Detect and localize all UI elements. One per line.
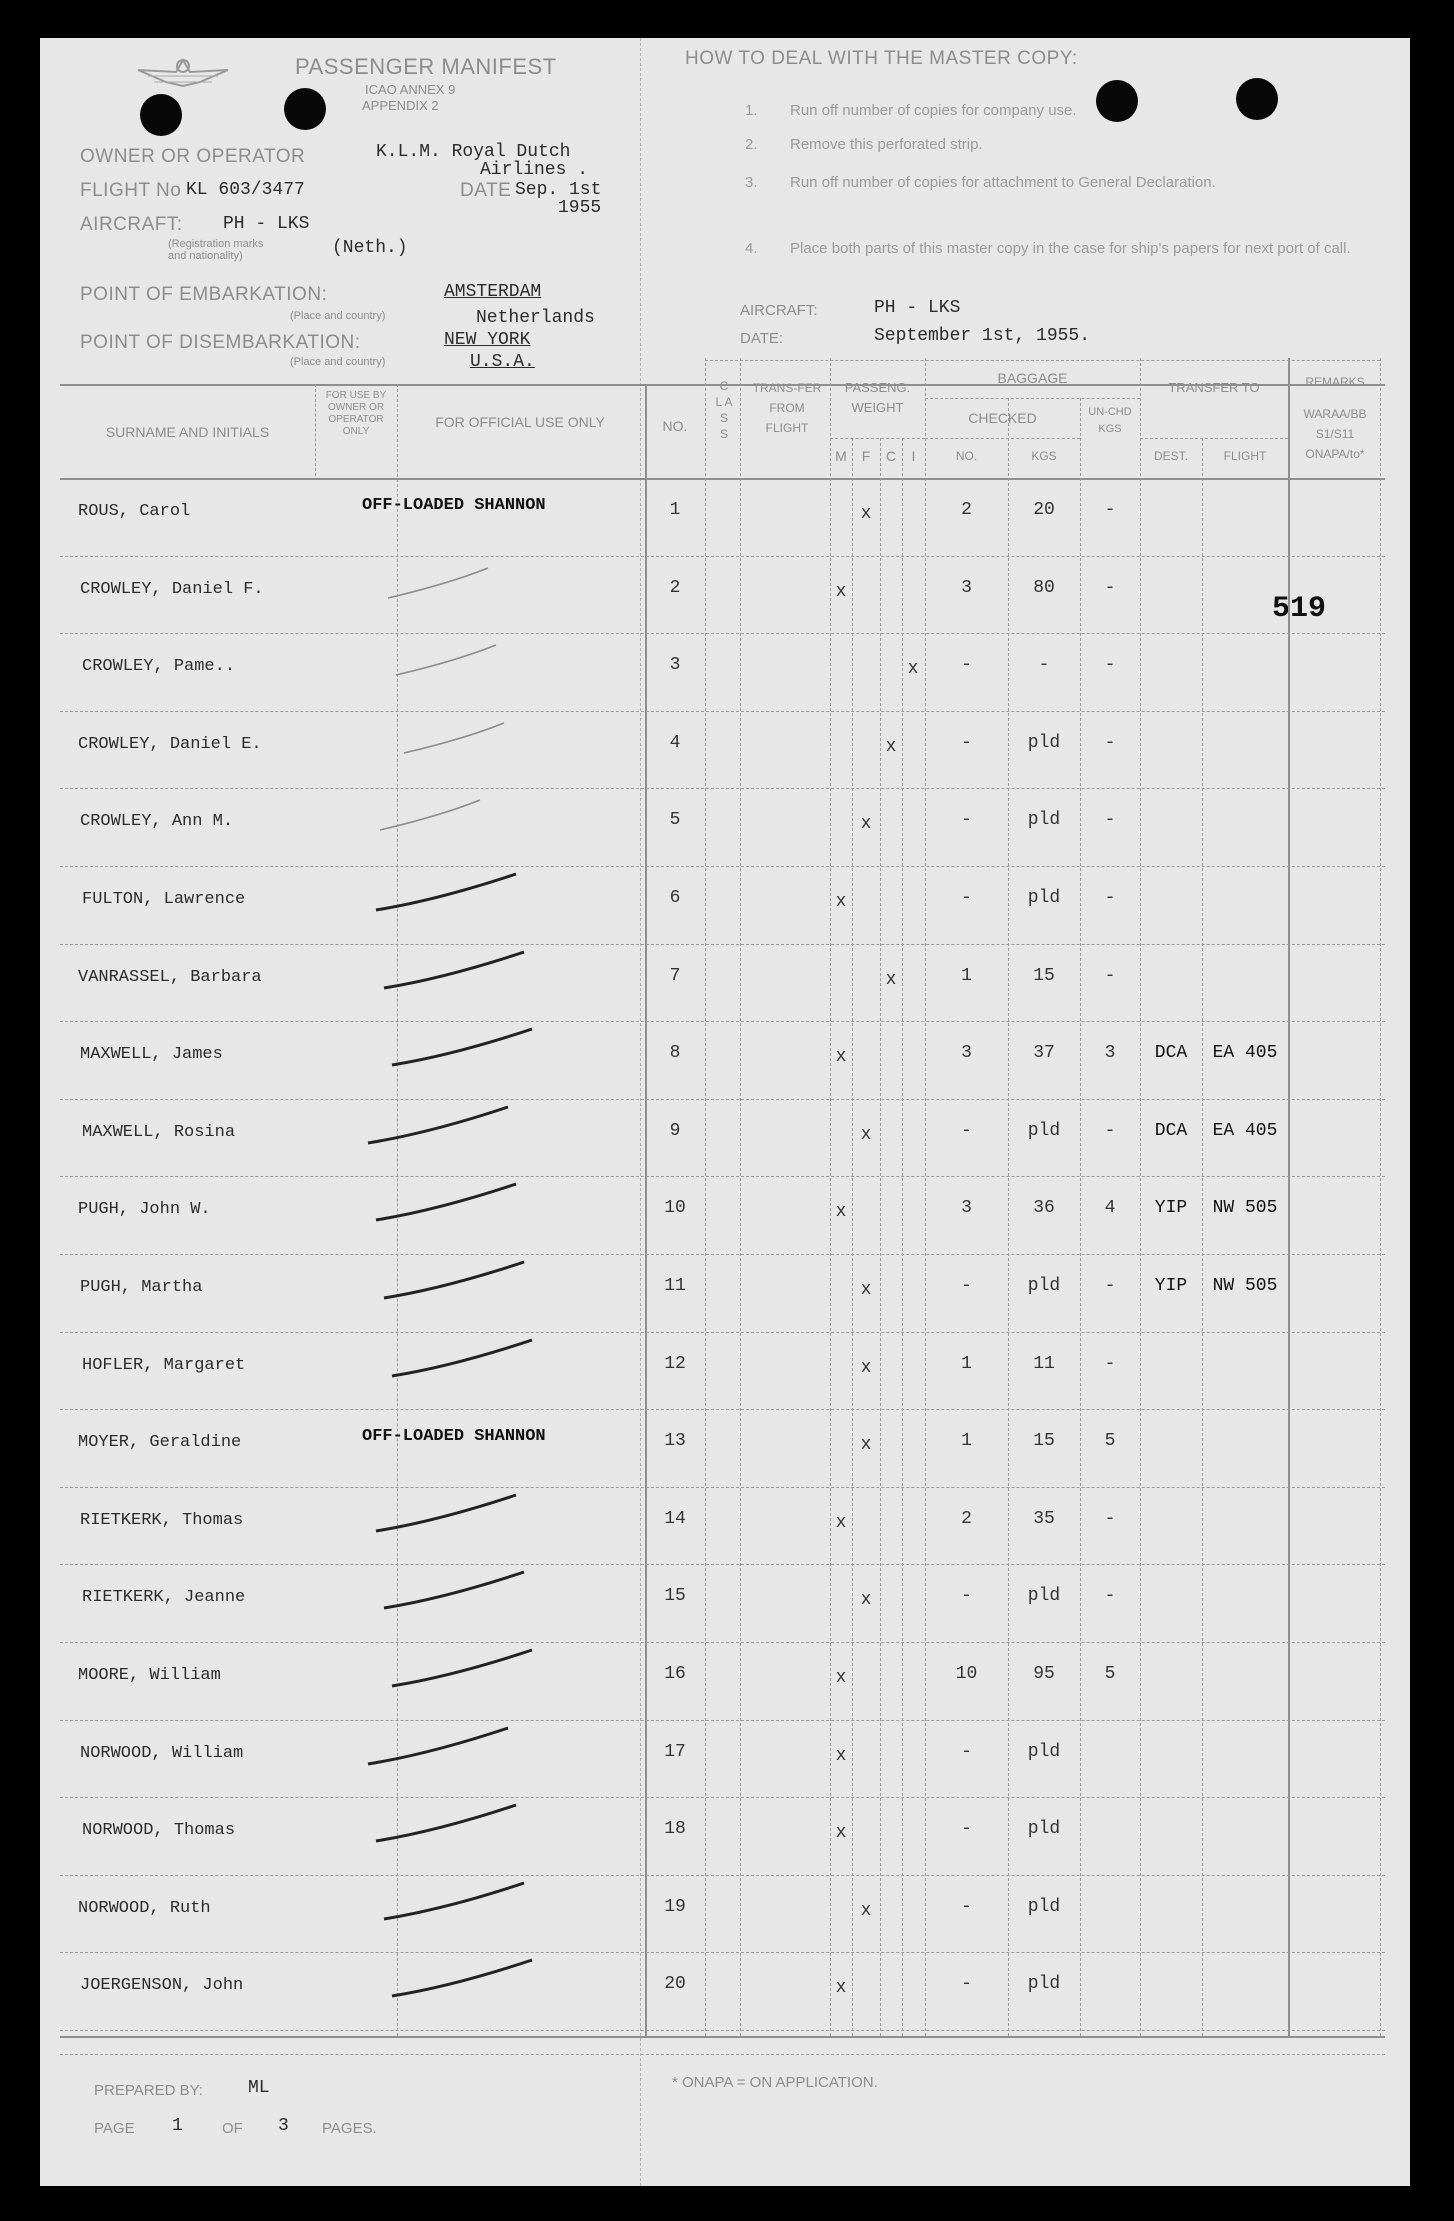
passenger-no: 1: [669, 500, 681, 520]
right-top-rule: [705, 360, 1380, 361]
col-m: M: [835, 448, 847, 464]
of-label: OF: [222, 2120, 243, 2137]
unchecked-kgs: -: [1104, 1353, 1116, 1374]
baggage-subrule: [925, 398, 1140, 399]
master-step-text: Place both parts of this master copy in the case for ship's papers for next port of call.: [790, 240, 1351, 257]
col-line: [315, 384, 316, 476]
master-step-text: Remove this perforated strip.: [790, 136, 983, 153]
master-date-value: September 1st, 1955.: [874, 326, 1091, 346]
col-line: [1380, 358, 1381, 2036]
col-checked: CHECKED: [968, 410, 1037, 426]
transfer-flight: NW 505: [1212, 1276, 1278, 1296]
weight-mark: x: [835, 1823, 847, 1844]
col-class: C L A S S: [715, 379, 733, 441]
check-mark: [376, 1873, 536, 1933]
row-divider: [60, 1254, 1385, 1255]
unchecked-kgs: -: [1104, 732, 1116, 753]
baggage-count: 3: [961, 1198, 972, 1219]
passenger-name: ROUS, Carol: [78, 502, 191, 521]
weight-mark: x: [860, 504, 872, 524]
weight-mark: x: [860, 1590, 872, 1611]
passenger-name: NORWOOD, William: [80, 1743, 244, 1763]
weight-mark: x: [835, 892, 847, 912]
check-mark: [368, 554, 528, 614]
baggage-count: 3: [961, 1043, 972, 1064]
baggage-kgs: 11: [1033, 1353, 1055, 1374]
baggage-kgs: 95: [1033, 1664, 1055, 1684]
weight-mark: x: [860, 814, 872, 835]
row-divider: [60, 1099, 1385, 1100]
row-divider: [60, 1176, 1385, 1177]
row-divider: [60, 1720, 1385, 1721]
of-value: 3: [278, 2116, 289, 2136]
passenger-no: 13: [664, 1431, 686, 1452]
col-line: [925, 358, 926, 2036]
passenger-no: 12: [664, 1353, 686, 1374]
baggage-kgs: pld: [1027, 810, 1061, 831]
col-dest: DEST.: [1153, 449, 1188, 463]
unchecked-kgs: 5: [1104, 1664, 1116, 1684]
baggage-kgs: pld: [1027, 1120, 1061, 1141]
check-mark: [384, 1330, 544, 1390]
baggage-count: 1: [961, 965, 972, 986]
row-divider: [60, 1564, 1385, 1565]
baggage-count: -: [961, 732, 972, 753]
weight-mark: x: [835, 1512, 847, 1533]
baggage-kgs: pld: [1027, 732, 1061, 753]
weight-mark: x: [885, 969, 897, 990]
master-step-num: 2.: [745, 136, 758, 153]
unchecked-kgs: 3: [1104, 1043, 1116, 1064]
passenger-no: 5: [669, 810, 681, 831]
baggage-count: -: [961, 888, 972, 908]
embark-country: Netherlands: [476, 308, 595, 328]
page-label: PAGE: [94, 2120, 135, 2137]
baggage-count: -: [961, 1120, 972, 1141]
baggage-count: -: [961, 1819, 972, 1840]
passenger-name: CROWLEY, Pame..: [82, 657, 236, 677]
col-line: [830, 358, 831, 2036]
date-year: 1955: [558, 198, 602, 218]
pages-label: PAGES.: [322, 2120, 377, 2137]
row-divider: [60, 866, 1385, 867]
passenger-name: HOFLER, Margaret: [82, 1355, 246, 1375]
passenger-name: CROWLEY, Daniel E.: [78, 734, 262, 754]
baggage-count: 1: [961, 1431, 972, 1452]
check-mark: [376, 1562, 536, 1622]
table-bottom-rule: [60, 2036, 1385, 2038]
passenger-name: PUGH, Martha: [80, 1278, 203, 1297]
weight-mark: x: [860, 1357, 872, 1378]
disembark-label: POINT OF DISEMBARKATION:: [80, 332, 361, 353]
owner-value-2: Airlines .: [480, 160, 589, 180]
col-surname: SURNAME AND INITIALS: [105, 424, 270, 440]
baggage-kgs: pld: [1027, 1819, 1061, 1840]
aircraft-value: PH - LKS: [223, 214, 310, 234]
baggage-kgs: 15: [1033, 1431, 1055, 1452]
unchecked-kgs: -: [1104, 1120, 1116, 1141]
row-divider: [60, 1952, 1385, 1953]
row-divider: [60, 1332, 1385, 1333]
weight-mark: x: [835, 1978, 847, 1999]
passenger-no: 4: [669, 732, 681, 753]
unchecked-kgs: -: [1104, 1586, 1116, 1607]
unchecked-kgs: -: [1104, 965, 1116, 986]
transfer-dest: DCA: [1154, 1043, 1188, 1064]
check-mark: [368, 1795, 528, 1855]
check-mark: [376, 631, 536, 691]
master-copy-title: HOW TO DEAL WITH THE MASTER COPY:: [685, 48, 1078, 69]
col-transfer-from: TRANS-FER FROM FLIGHT: [752, 381, 822, 435]
passenger-no: 15: [664, 1586, 686, 1607]
transfer-dest: YIP: [1154, 1276, 1188, 1296]
row-divider: [60, 2030, 1385, 2031]
passenger-name: MAXWELL, James: [80, 1045, 223, 1065]
manifest-sheet: [40, 38, 1410, 2186]
col-remarks-4: ONAPA/to*: [1305, 447, 1365, 461]
appendix-label: APPENDIX 2: [362, 98, 439, 113]
baggage-kgs: pld: [1027, 1896, 1061, 1917]
check-mark: [360, 1718, 520, 1778]
transfer-dest: YIP: [1154, 1198, 1188, 1219]
baggage-count: -: [961, 1276, 972, 1296]
col-unchecked: UN-CHD KGS: [1088, 406, 1132, 435]
passenger-no: 9: [669, 1120, 681, 1141]
weight-mark: x: [860, 1435, 872, 1456]
master-step-text: Run off number of copies for attachment to General Declaration.: [790, 174, 1216, 191]
col-transfer-to: TRANSFER TO: [1168, 380, 1260, 395]
check-mark: [384, 1950, 544, 2010]
baggage-count: -: [961, 1974, 972, 1995]
row-divider: [60, 1021, 1385, 1022]
weight-mark: x: [860, 1124, 872, 1145]
onapa-note: * ONAPA = ON APPLICATION.: [672, 2074, 878, 2091]
baggage-kgs: 80: [1033, 577, 1055, 598]
page-value: 1: [172, 2116, 183, 2136]
weight-mark: x: [885, 736, 897, 757]
embark-city: AMSTERDAM: [444, 282, 542, 302]
col-for-use: FOR USE BY OWNER OR OPERATOR ONLY: [325, 390, 387, 437]
perforation-line: [640, 38, 641, 2186]
master-step-num: 1.: [745, 102, 758, 119]
passenger-name: RIETKERK, Thomas: [80, 1510, 244, 1530]
table-bottom-rule-2: [60, 2054, 1385, 2055]
passenger-name: MOYER, Geraldine: [78, 1433, 242, 1453]
prepared-by-label: PREPARED BY:: [94, 2082, 203, 2099]
row-divider: [60, 788, 1385, 789]
unchecked-kgs: -: [1104, 577, 1116, 598]
passenger-no: 18: [664, 1819, 686, 1840]
unchecked-kgs: -: [1104, 888, 1116, 908]
baggage-kgs: pld: [1027, 1741, 1061, 1762]
row-divider: [60, 1409, 1385, 1410]
unchecked-kgs: -: [1104, 500, 1116, 520]
passenger-name: CROWLEY, Ann M.: [80, 812, 234, 832]
check-mark: [360, 786, 520, 846]
baggage-count: -: [961, 655, 972, 676]
prepared-by-value: ML: [248, 2078, 270, 2098]
transfer-subrule: [1140, 438, 1288, 439]
check-mark: [376, 942, 536, 1002]
weight-mark: x: [835, 1745, 847, 1766]
baggage-count: -: [961, 810, 972, 831]
passenger-name: MOORE, William: [78, 1666, 221, 1685]
row-divider: [60, 1487, 1385, 1488]
weight-mark: x: [860, 1280, 872, 1300]
unchecked-kgs: -: [1104, 1276, 1116, 1296]
owner-label: OWNER OR OPERATOR: [80, 146, 306, 167]
annex-label: ICAO ANNEX 9: [365, 82, 456, 97]
baggage-count: 2: [961, 1508, 972, 1529]
check-mark: [368, 864, 528, 924]
passenger-name: RIETKERK, Jeanne: [82, 1588, 246, 1608]
date-value: Sep. 1st: [515, 180, 602, 200]
passenger-name: MAXWELL, Rosina: [82, 1122, 236, 1142]
check-mark: [384, 1640, 544, 1700]
col-remarks: REMARKS: [1305, 375, 1365, 389]
baggage-kgs: 20: [1033, 500, 1055, 520]
passenger-name: FULTON, Lawrence: [82, 890, 246, 909]
baggage-kgs: pld: [1027, 1974, 1061, 1995]
check-mark: [384, 1019, 544, 1079]
page-number-stamp: 519: [1272, 592, 1327, 626]
passenger-no: 16: [664, 1664, 686, 1684]
transfer-flight: NW 505: [1212, 1198, 1278, 1219]
col-flight: FLIGHT: [1223, 449, 1267, 463]
row-divider: [60, 1797, 1385, 1798]
baggage-count: 3: [961, 577, 972, 598]
passenger-no: 19: [664, 1896, 686, 1917]
klm-wings-logo: [128, 52, 238, 108]
passenger-no: 7: [669, 965, 681, 986]
check-mark: [368, 1485, 528, 1545]
baggage-count: 1: [961, 1353, 972, 1374]
nationality-value: (Neth.): [332, 238, 408, 258]
table-header-rule: [60, 478, 1385, 480]
disembark-city: NEW YORK: [444, 330, 531, 350]
passenger-no: 3: [669, 655, 681, 676]
col-bag-no: NO.: [955, 449, 978, 463]
check-mark: [360, 1097, 520, 1157]
master-date-label: DATE:: [740, 330, 784, 347]
col-baggage: BAGGAGE: [997, 370, 1068, 386]
passenger-name: PUGH, John W.: [78, 1200, 211, 1220]
unchecked-kgs: -: [1104, 1508, 1116, 1529]
baggage-kgs: 37: [1033, 1043, 1055, 1064]
unchecked-kgs: 5: [1104, 1431, 1116, 1452]
col-official: FOR OFFICIAL USE ONLY: [435, 414, 605, 430]
disembark-country: U.S.A.: [470, 352, 535, 372]
checked-subrule: [925, 438, 1080, 439]
passenger-no: 20: [664, 1974, 686, 1995]
passenger-no: 6: [669, 888, 681, 908]
form-title: PASSENGER MANIFEST: [295, 54, 557, 79]
baggage-count: -: [961, 1586, 972, 1607]
weight-mark: x: [860, 1900, 872, 1921]
weight-mark: x: [907, 659, 919, 680]
registration-note-2: and nationality): [168, 250, 243, 262]
row-divider: [60, 1642, 1385, 1643]
master-aircraft-label: AIRCRAFT:: [740, 302, 818, 319]
passenger-no: 2: [669, 577, 681, 598]
col-weight: PASSENG. WEIGHT: [844, 380, 911, 415]
unchecked-kgs: 4: [1104, 1198, 1116, 1219]
row-divider: [60, 944, 1385, 945]
row-divider: [60, 633, 1385, 634]
baggage-kgs: pld: [1027, 1276, 1061, 1296]
check-mark: [384, 709, 544, 769]
transfer-dest: DCA: [1154, 1120, 1188, 1141]
baggage-kgs: 36: [1033, 1198, 1055, 1219]
col-line: [1288, 358, 1290, 2036]
weight-mark: x: [835, 1668, 847, 1688]
punch-hole: [284, 88, 326, 130]
col-line: [705, 358, 706, 2036]
baggage-kgs: 15: [1033, 965, 1055, 986]
baggage-kgs: pld: [1027, 888, 1061, 908]
col-c: C: [885, 448, 897, 464]
passenger-no: 8: [669, 1043, 681, 1064]
disembark-note: (Place and country): [290, 356, 386, 368]
offloaded-stamp: OFF-LOADED SHANNON: [362, 1427, 546, 1447]
weight-mark: x: [835, 1047, 847, 1068]
passenger-no: 17: [664, 1741, 686, 1762]
transfer-flight: EA 405: [1212, 1043, 1278, 1064]
passenger-name: NORWOOD, Thomas: [82, 1821, 236, 1841]
col-no: NO.: [662, 418, 688, 434]
aircraft-label: AIRCRAFT:: [80, 214, 183, 235]
row-divider: [60, 1875, 1385, 1876]
baggage-count: -: [961, 1896, 972, 1917]
weight-subrule: [830, 438, 925, 439]
passenger-name: VANRASSEL, Barbara: [78, 967, 262, 987]
baggage-kgs: 35: [1033, 1508, 1055, 1529]
check-mark: [368, 1174, 528, 1234]
embark-label: POINT OF EMBARKATION:: [80, 284, 328, 305]
col-line: [740, 358, 741, 2036]
passenger-no: 14: [664, 1508, 686, 1529]
unchecked-kgs: -: [1104, 655, 1116, 676]
offloaded-stamp: OFF-LOADED SHANNON: [362, 496, 546, 515]
baggage-kgs: pld: [1027, 1586, 1061, 1607]
flight-value: KL 603/3477: [186, 180, 305, 200]
master-step-text: Run off number of copies for company use.: [790, 102, 1077, 119]
master-step-num: 3.: [745, 174, 758, 191]
baggage-kgs: -: [1038, 655, 1050, 676]
owner-value: K.L.M. Royal Dutch: [376, 142, 571, 162]
embark-note: (Place and country): [290, 310, 386, 322]
col-remarks-2: WARAA/BB: [1303, 407, 1367, 421]
baggage-count: 2: [961, 500, 972, 520]
master-aircraft-value: PH - LKS: [874, 298, 961, 318]
master-step-num: 4.: [745, 240, 758, 257]
transfer-flight: EA 405: [1212, 1120, 1278, 1141]
row-divider: [60, 711, 1385, 712]
col-kgs: KGS: [1031, 449, 1057, 463]
date-label: DATE: [460, 180, 512, 201]
col-i: I: [911, 448, 916, 464]
unchecked-kgs: -: [1104, 810, 1116, 831]
row-divider: [60, 556, 1385, 557]
flight-label: FLIGHT No: [80, 180, 182, 201]
registration-note: (Registration marks: [168, 238, 264, 250]
col-remarks-3: S1/S11: [1315, 427, 1355, 441]
passenger-name: NORWOOD, Ruth: [78, 1898, 211, 1918]
passenger-name: CROWLEY, Daniel F.: [80, 579, 264, 599]
col-f: F: [861, 448, 871, 464]
weight-mark: x: [835, 1202, 847, 1223]
baggage-count: -: [961, 1741, 972, 1762]
passenger-no: 10: [664, 1198, 686, 1219]
col-line: [1140, 358, 1141, 2036]
check-mark: [376, 1252, 536, 1312]
passenger-name: JOERGENSON, John: [80, 1976, 244, 1996]
baggage-count: 10: [955, 1664, 978, 1684]
weight-mark: x: [835, 581, 847, 602]
passenger-no: 11: [664, 1276, 686, 1296]
